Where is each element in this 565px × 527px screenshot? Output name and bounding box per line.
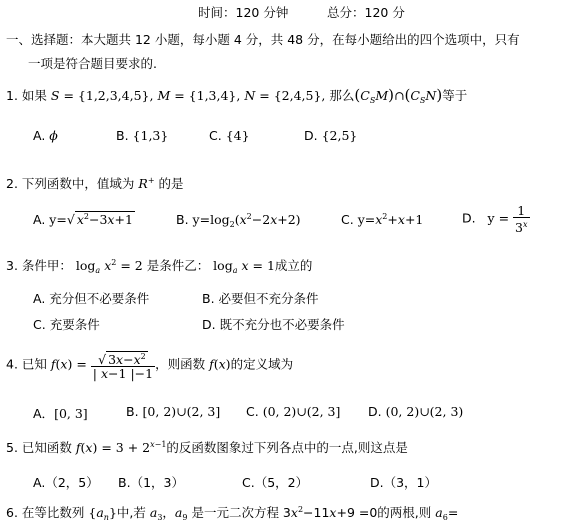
exam-time: 时间：120 分钟 [198, 5, 289, 20]
section-heading: 一、选择题：本大题共 12 小题，每小题 4 分，共 48 分，在每小题给出的四个选项中，只有 [6, 32, 520, 47]
question-2-option-d: D. y = $\frac{1}{3^x}$ [462, 203, 528, 235]
question-4-option-d: D. (0, 2)∪(2, 3) [368, 404, 464, 419]
question-3-option-a: A. 充分但不必要条件 [33, 291, 150, 306]
question-1-option-b: B. {1,3} [116, 128, 169, 143]
question-5-option-d: D.（3，1） [370, 475, 438, 490]
exam-total-score: 总分：120 分 [327, 5, 405, 20]
question-1-option-a: A. ϕ [33, 128, 58, 143]
question-5-option-b: B.（1，3） [118, 475, 184, 490]
question-1-option-c: C. {4} [209, 128, 250, 143]
question-1-option-d: D. {2,5} [304, 128, 358, 143]
question-5-option-c: C.（5，2） [242, 475, 309, 490]
question-4-option-a: A．[0, 3] [33, 406, 88, 421]
question-5-option-a: A.（2，5） [33, 475, 99, 490]
question-2-option-a: A. y=√ $x^2-3x+1$ [33, 212, 133, 227]
question-4-option-b: B. [0, 2)∪(2, 3] [126, 404, 221, 419]
section-heading-cont: 一项是符合题目要求的. [28, 56, 157, 71]
question-2-option-b: B. $y=\log_2(x^2-2x+2)$ [176, 212, 301, 229]
question-2-stem: 2. 下列函数中，值域为 R+ 的是 [6, 176, 184, 191]
question-3-option-d: D. 既不充分也不必要条件 [202, 317, 345, 332]
question-6-stem: 6. 在等比数列 $\{a_n\}$中,若 $a_3$，$a_9$ 是一元二次方程 $3x^2-11x+9 =0$的两根,则 $a_6=$ [6, 505, 459, 522]
question-2-option-c: C. $y=x^2+x+1$ [341, 212, 424, 227]
question-4-option-c: C. (0, 2)∪(2, 3] [246, 404, 341, 419]
question-3-option-b: B. 必要但不充分条件 [202, 291, 319, 306]
question-3-option-c: C. 充要条件 [33, 317, 100, 332]
question-3-stem: 3. 条件甲： $\log_a x^2 = 2$ 是条件乙： $\log_a x = 1$成立的 [6, 258, 313, 275]
question-5-stem: 5. 已知函数 $f(x) = 3 + 2^{x-1}$的反函数图象过下列各点中的一点,则这点是 [6, 440, 408, 455]
question-1-stem: 1. 如果 S = {1,2,3,4,5}, M = {1,3,4}, N = {2,4,5}, 那么$(C_SM)\cap(C_SN)$等于 [6, 86, 468, 105]
question-4-stem: 4. 已知 f(x) = $\frac{√ 3x-x^2}{| x-1 |-1}$ ，则函数 f(x)的定义域为 [6, 352, 294, 381]
